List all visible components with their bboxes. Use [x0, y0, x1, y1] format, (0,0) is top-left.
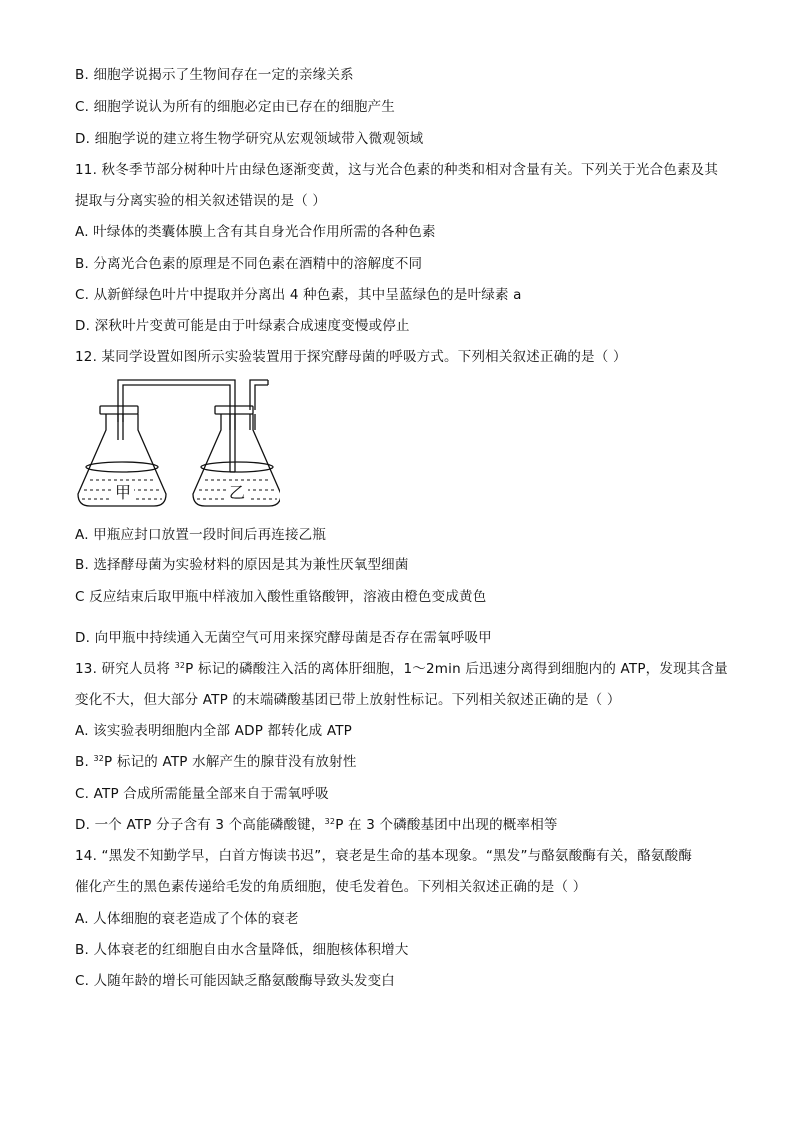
apparatus-diagram [70, 372, 280, 512]
q13-option-b-prefix: B. [75, 754, 94, 770]
yeast-respiration-apparatus [70, 372, 280, 512]
q10-option-d: D. 细胞学说的建立将生物学研究从宏观领域带入微观领域 [75, 131, 424, 147]
q13-option-d-text: P 在 3 个磷酸基团中出现的概率相等 [335, 817, 558, 833]
q13-option-b-text: P 标记的 ATP 水解产生的腺苷没有放射性 [104, 754, 357, 770]
isotope-superscript: 32 [324, 817, 336, 826]
q10-option-c: C. 细胞学说认为所有的细胞必定由已存在的细胞产生 [75, 99, 396, 115]
flask-yi-label: 乙 [228, 483, 246, 502]
q12-stem: 12. 某同学设置如图所示实验装置用于探究酵母菌的呼吸方式。下列相关叙述正确的是（ ） [75, 349, 627, 365]
flask-jia-label: 甲 [114, 483, 132, 502]
connecting-tube [118, 380, 235, 430]
q13-stem-prefix: 13. 研究人员将 [75, 661, 175, 677]
q13-option-c: C. ATP 合成所需能量全部来自于需氧呼吸 [75, 786, 329, 802]
q14-stem-line2: 催化产生的黑色素传递给毛发的角质细胞，使毛发着色。下列相关叙述正确的是（ ） [75, 879, 587, 895]
q11-option-a: A. 叶绿体的类囊体膜上含有其自身光合作用所需的各种色素 [75, 224, 436, 240]
q14-option-b: B. 人体衰老的红细胞自由水含量降低，细胞核体积增大 [75, 942, 409, 958]
q12-option-b: B. 选择酵母菌为实验材料的原因是其为兼性厌氧型细菌 [75, 557, 409, 573]
q13-stem-line2: 变化不大，但大部分 ATP 的末端磷酸基团已带上放射性标记。下列相关叙述正确的是（ ） [75, 692, 621, 708]
q13-option-d [75, 816, 744, 834]
q13-stem-text: P 标记的磷酸注入活的离体肝细胞，1～2min 后迅速分离得到细胞内的 ATP，发现其含量 [185, 661, 728, 677]
q12-option-c: C 反应结束后取甲瓶中样液加入酸性重铬酸钾，溶液由橙色变成黄色 [75, 589, 487, 605]
q11-option-d: D. 深秋叶片变黄可能是由于叶绿素合成速度变慢或停止 [75, 318, 410, 334]
q11-stem-line1: 11. 秋冬季节部分树种叶片由绿色逐渐变黄，这与光合色素的种类和相对含量有关。下列关于光合色素及其 [75, 162, 719, 178]
q13-option-d-prefix: D. 一个 ATP 分子含有 3 个高能磷酸键， [75, 817, 325, 833]
q14-stem-line1: 14. “黑发不知勤学早，白首方悔读书迟”，衰老是生命的基本现象。“黑发”与酪氨酸酶有关，酪氨酸酶 [75, 848, 693, 864]
isotope-superscript: 32 [174, 661, 186, 670]
q13-option-b [75, 753, 744, 771]
q12-option-d: D. 向甲瓶中持续通入无菌空气可用来探究酵母菌是否存在需氧呼吸甲 [75, 630, 492, 646]
q14-option-a: A. 人体细胞的衰老造成了个体的衰老 [75, 911, 299, 927]
q11-option-c: C. 从新鲜绿色叶片中提取并分离出 4 种色素，其中呈蓝绿色的是叶绿素 a [75, 287, 522, 303]
q13-option-a: A. 该实验表明细胞内全部 ADP 都转化成 ATP [75, 723, 352, 739]
q13-stem-line1 [75, 660, 744, 678]
q10-option-b: B. 细胞学说揭示了生物间存在一定的亲缘关系 [75, 67, 354, 83]
q11-stem-line2: 提取与分离实验的相关叙述错误的是（ ） [75, 193, 327, 209]
isotope-superscript: 32 [93, 754, 105, 763]
q12-option-a: A. 甲瓶应封口放置一段时间后再连接乙瓶 [75, 527, 327, 543]
q11-option-b: B. 分离光合色素的原理是不同色素在酒精中的溶解度不同 [75, 256, 423, 272]
q14-option-c: C. 人随年龄的增长可能因缺乏酪氨酸酶导致头发变白 [75, 973, 396, 989]
